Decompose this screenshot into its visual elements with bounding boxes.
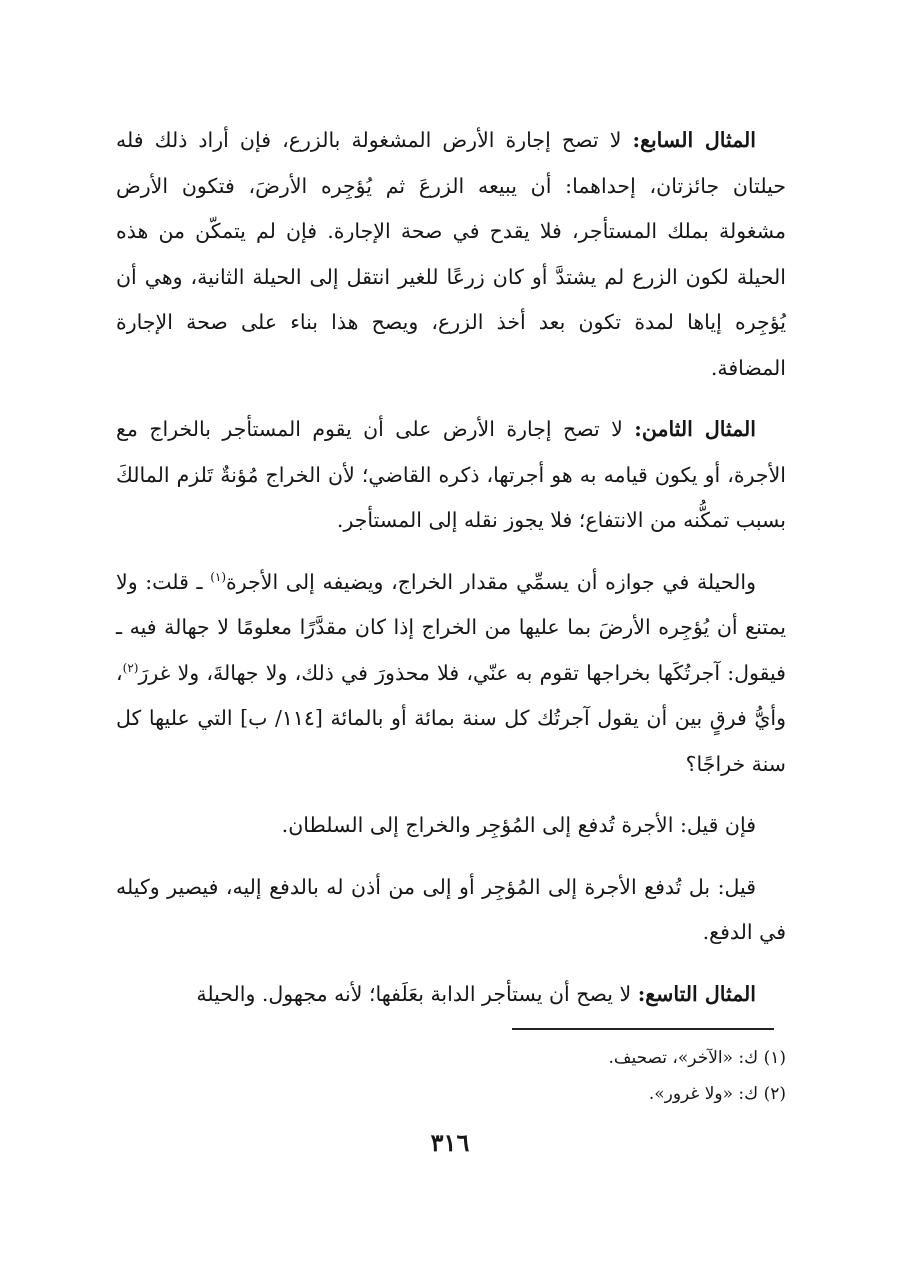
- footnote-2: [300, 1076, 786, 1112]
- footnote-divider: [512, 1028, 774, 1030]
- objection-text: فإن قيل: الأجرة تُدفع إلى المُؤجِر والخراج إلى السلطان.: [281, 813, 756, 837]
- paragraph-example-nine: [116, 972, 786, 1018]
- footnote-ref-2[interactable]: (٢): [122, 660, 139, 675]
- paragraph-example-eight: [116, 407, 786, 544]
- footnote-1-number: (١): [763, 1048, 786, 1068]
- paragraph-trick-kharaj: [116, 560, 786, 788]
- trick-text-part-b: ـ قلت: ولا يمتنع أن يُؤجِره الأرضَ بما عليها من الخراج إذا كان مقدَّرًا معلومًا لا جهالة فيه ـ فيقول: آجرتُكَها بخراجها تقوم به عنّي، فلا محذورَ في ذلك، ولا جهالةَ، ولا غررَ: [116, 569, 786, 685]
- footnote-2-number: (٢): [763, 1084, 786, 1104]
- trick-text-part-a: والحيلة في جوازه أن يسمِّي مقدار الخراج، ويضيفه إلى الأجرة: [226, 569, 756, 594]
- example-nine-text: لا يصح أن يستأجر الدابة بعَلَفها؛ لأنه مجهول. والحيلة: [196, 981, 638, 1006]
- paragraph-reply: [116, 865, 786, 956]
- main-text: [116, 118, 786, 1017]
- example-nine-label: المثال التاسع:: [637, 981, 756, 1006]
- footnote-ref-1[interactable]: (١): [210, 569, 227, 584]
- paragraph-example-seven: [116, 118, 786, 391]
- reply-text: قيل: بل تُدفع الأجرة إلى المُؤجِر أو إلى من أذن له بالدفع إليه، فيصير وكيله في الدفع.: [116, 874, 786, 944]
- footnote-2-text: ك: «ولا غرور».: [648, 1084, 759, 1104]
- footnotes: [300, 1040, 786, 1112]
- page-number: ٣١٦: [430, 1128, 470, 1157]
- example-seven-label: المثال السابع:: [632, 128, 756, 152]
- example-seven-text: لا تصح إجارة الأرض المشغولة بالزرع، فإن أراد ذلك فله حيلتان جائزتان، إحداهما: أن يبيعه الزرعَ ثم يُؤجِره الأرضَ، فتكون الأرض مشغولة بملك المستأجر، فلا يقدح في صحة الإجارة. فإن لم يتمكّن من هذه الحيلة لكون الزرع لم يشتدَّ أو كان زرعًا للغير انتقل إلى الحيلة الثانية، وهي أن يُؤجِره إياها لمدة تكون بعد أخذ الزرع، ويصح هذا بناء على صحة الإجارة المضافة.: [116, 128, 786, 380]
- example-eight-label: المثال الثامن:: [634, 417, 756, 441]
- footnote-1: [300, 1040, 786, 1076]
- trick-text-part-c: ، وأيُّ فرقٍ بين أن يقول آجرتُك كل سنة بمائة أو بالمائة [١١٤/ ب] التي عليها كل سنة خراجًا؟: [116, 660, 787, 776]
- example-eight-text: لا تصح إجارة الأرض على أن يقوم المستأجر بالخراج مع الأجرة، أو يكون قيامه به هو أجرتها، ذكره القاضي؛ لأن الخراج مُؤنةٌ تَلزم المالكَ بسبب تمكُّنه من الانتفاع؛ فلا يجوز نقله إلى المستأجر.: [116, 417, 786, 532]
- footnote-1-text: ك: «الآخر»، تصحيف.: [608, 1048, 759, 1068]
- paragraph-objection: [116, 803, 786, 849]
